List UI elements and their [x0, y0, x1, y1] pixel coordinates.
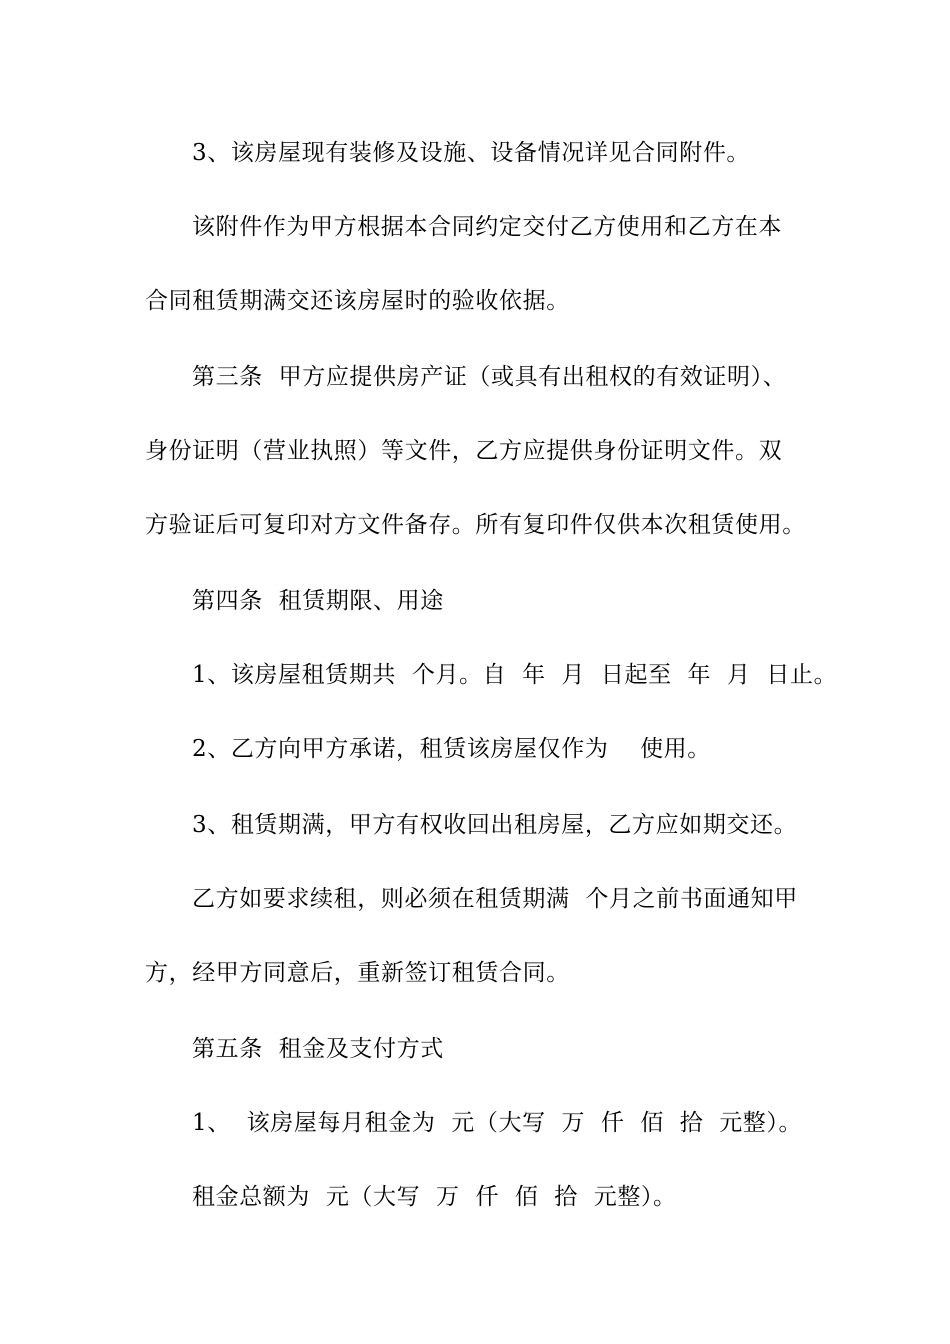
paragraph-line: 3、租赁期满，甲方有权收回出租房屋，乙方应如期交还。: [192, 812, 798, 838]
paragraph-line: 1、该房屋租赁期共 个月。自 年 月 日起至 年 月 日止。: [192, 662, 838, 688]
paragraph-line: 乙方如要求续租，则必须在租赁期满 个月之前书面通知甲: [192, 886, 798, 912]
paragraph-line: 3、该房屋现有装修及设施、设备情况详见合同附件。: [192, 140, 751, 166]
paragraph-line: 方，经甲方同意后，重新签订租赁合同。: [145, 960, 570, 986]
paragraph-line: 身份证明（营业执照）等文件，乙方应提供身份证明文件。双: [145, 438, 783, 464]
paragraph-line: 1、 该房屋每月租金为 元（大写 万 仟 佰 拾 元整）。: [192, 1110, 803, 1136]
article-heading: 第五条 租金及支付方式: [192, 1036, 444, 1062]
article-heading: 第三条 甲方应提供房产证（或具有出租权的有效证明）、: [192, 364, 787, 390]
paragraph-line: 方验证后可复印对方文件备存。所有复印件仅供本次租赁使用。: [145, 512, 806, 538]
paragraph-line: 合同租赁期满交还该房屋时的验收依据。: [145, 288, 570, 314]
paragraph-line: 2、乙方向甲方承诺，租赁该房屋仅作为 使用。: [192, 736, 711, 762]
paragraph-line: 租金总额为 元（大写 万 仟 佰 拾 元整）。: [192, 1184, 677, 1210]
paragraph-line: 该附件作为甲方根据本合同约定交付乙方使用和乙方在本: [192, 214, 782, 240]
article-heading: 第四条 租赁期限、用途: [192, 588, 444, 614]
